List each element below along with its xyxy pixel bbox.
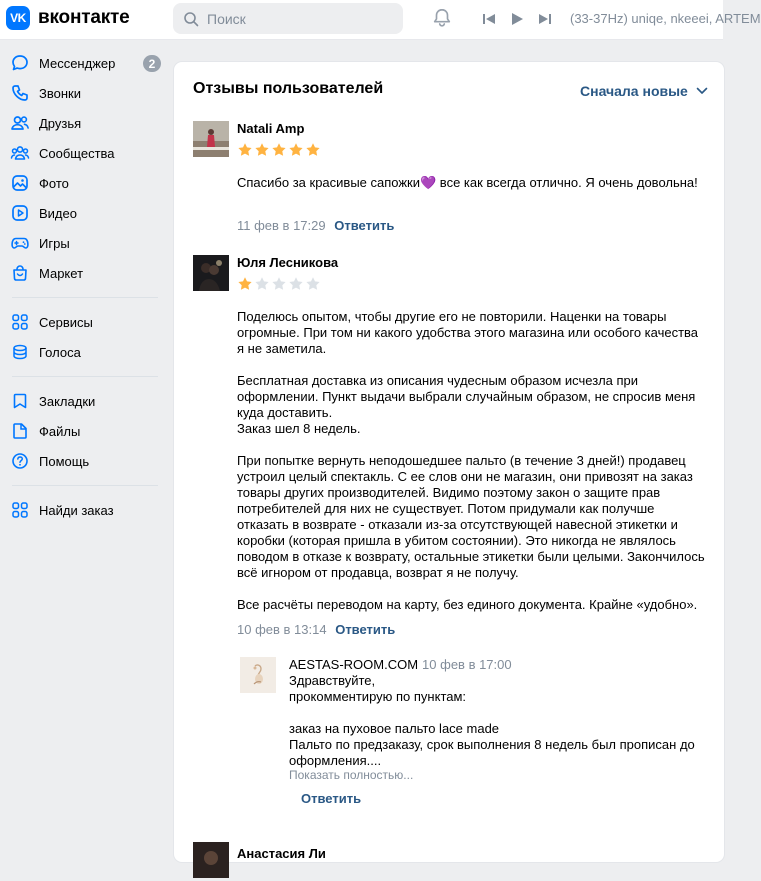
sidebar-item-photo[interactable] <box>0 168 170 198</box>
text-paragraph: заказ на пуховое пальто lace made Пальто по предзаказу, срок выполнения 8 недель был прописан до оформления.... <box>289 721 695 768</box>
sidebar-item-label: Голоса <box>39 344 81 360</box>
vk-logo-icon: VK <box>6 6 30 30</box>
file-icon <box>10 421 30 441</box>
review-author[interactable]: Natali Amp <box>237 121 305 136</box>
reply-button[interactable]: Ответить <box>334 218 395 233</box>
star-empty-icon <box>271 276 287 292</box>
left-navigation <box>0 48 170 525</box>
sidebar-item-label: Сообщества <box>39 145 115 161</box>
star-empty-icon <box>254 276 270 292</box>
search-box[interactable] <box>173 3 403 34</box>
shop-name-line <box>289 657 512 672</box>
sidebar-item-communities[interactable] <box>0 138 170 168</box>
page-title: Отзывы пользователей <box>193 80 384 97</box>
shop-reply-text <box>289 673 709 769</box>
review-text <box>237 175 707 191</box>
reply-button[interactable]: Ответить <box>301 791 362 806</box>
reply-button[interactable]: Ответить <box>335 622 396 637</box>
sidebar-item-label: Друзья <box>39 115 82 131</box>
text-paragraph: Все расчёты переводом на карту, без единого документа. Крайне «удобно». <box>237 597 698 612</box>
services-icon <box>10 312 30 332</box>
sidebar-item-friends[interactable] <box>0 108 170 138</box>
rating-stars <box>237 276 321 292</box>
star-empty-icon <box>288 276 304 292</box>
sidebar-item-label: Найди заказ <box>39 502 114 518</box>
sidebar-item-bookmarks[interactable] <box>0 386 170 416</box>
sidebar-item-messenger[interactable] <box>0 48 170 78</box>
star-filled-icon <box>305 142 321 158</box>
star-filled-icon <box>237 142 253 158</box>
sidebar-divider <box>12 485 158 486</box>
avatar[interactable] <box>193 842 229 878</box>
show-full-link[interactable]: Показать полностью... <box>289 768 414 782</box>
star-filled-icon <box>271 142 287 158</box>
sort-label: Сначала новые <box>580 83 688 99</box>
sidebar-item-label: Мессенджер <box>39 55 116 71</box>
sidebar-item-label: Файлы <box>39 423 81 439</box>
play-icon <box>510 12 524 26</box>
sidebar-item-label: Маркет <box>39 265 84 281</box>
logo-text: вконтакте <box>38 7 130 28</box>
sidebar-item-votes[interactable] <box>0 337 170 367</box>
message-icon <box>10 53 30 73</box>
sidebar-item-label: Закладки <box>39 393 96 409</box>
review-author[interactable]: Анастасия Ли <box>237 846 326 861</box>
review-meta <box>237 218 394 233</box>
search-icon <box>183 11 199 27</box>
text-paragraph: Поделюсь опытом, чтобы другие его не повторили. Наценки на товары огромные. При том ни какого удобства этого магазина или особого качества я не заметила. <box>237 309 699 356</box>
top-bar <box>0 0 761 40</box>
sidebar-item-label: Помощь <box>39 453 90 469</box>
gamepad-icon <box>10 233 30 253</box>
sidebar-item-label: Звонки <box>39 85 81 101</box>
sort-dropdown[interactable] <box>580 83 708 99</box>
search-input[interactable] <box>207 11 387 27</box>
photo-icon <box>10 173 30 193</box>
sidebar-item-files[interactable] <box>0 416 170 446</box>
text-paragraph: Бесплатная доставка из описания чудесным образом исчезла при оформлении. Пункт выдачи выбрали случайным образом, не спросив меня куда доставить. Заказ шел 8 недель. <box>237 373 696 436</box>
unread-count-badge: 2 <box>143 55 161 72</box>
sidebar-item-video[interactable] <box>0 198 170 228</box>
chevron-down-icon <box>696 87 708 95</box>
sidebar-item-market[interactable] <box>0 258 170 288</box>
sidebar-item-label: Видео <box>39 205 77 221</box>
coins-icon <box>10 342 30 362</box>
review-text <box>237 309 707 613</box>
review-date[interactable]: 10 фев в 13:14 <box>237 622 327 637</box>
avatar[interactable] <box>193 121 229 157</box>
review-author[interactable]: Юля Лесникова <box>237 255 339 270</box>
text-paragraph: Здравствуйте, прокомментирую по пунктам: <box>289 673 467 704</box>
shop-avatar[interactable] <box>240 657 276 693</box>
video-icon <box>10 203 30 223</box>
sidebar-item-find-order[interactable] <box>0 495 170 525</box>
sidebar-item-label: Игры <box>39 235 70 251</box>
reviews-panel <box>174 62 724 862</box>
sidebar-item-services[interactable] <box>0 307 170 337</box>
text-paragraph: При попытке вернуть неподошедшее пальто (в течение 3 дней!) продавец устроил целый спектакль. С ее слов они не магазин, они привозят на заказ товары других производителей. Видимо поэтому закон о защите прав потребителей для них не существует. Потом придумали как получше отказать в возврате - отказали из-за отсутствующей навесной этикетки и коробки (которая пришла в убитом состоянии). Это никогда не являлось поводом в отказе к возврату, остальные этикетки были целыми. Закончилось всё игнором от продавца, возврат я не получу. <box>237 453 705 580</box>
sidebar-item-calls[interactable] <box>0 78 170 108</box>
sidebar-divider <box>12 297 158 298</box>
play-button[interactable] <box>508 10 526 28</box>
star-filled-icon <box>254 142 270 158</box>
phone-icon <box>10 83 30 103</box>
now-playing-track[interactable]: (33-37Hz) uniqe, nkeeei, ARTEM <box>570 11 761 26</box>
vk-logo[interactable] <box>6 6 129 30</box>
reply-date[interactable]: 10 фев в 17:00 <box>422 657 512 672</box>
next-icon <box>538 12 552 26</box>
previous-track-button[interactable] <box>480 10 498 28</box>
notifications-button[interactable] <box>431 7 453 32</box>
bell-icon <box>431 7 453 29</box>
help-icon <box>10 451 30 471</box>
sidebar-item-label: Фото <box>39 175 69 191</box>
review-meta <box>237 622 395 637</box>
avatar[interactable] <box>193 255 229 291</box>
sidebar-item-label: Сервисы <box>39 314 93 330</box>
friends-icon <box>10 113 30 133</box>
communities-icon <box>10 143 30 163</box>
audio-player <box>480 10 554 28</box>
star-empty-icon <box>305 276 321 292</box>
sidebar-item-games[interactable] <box>0 228 170 258</box>
grid-icon <box>10 500 30 520</box>
rating-stars <box>237 142 321 158</box>
review-date[interactable]: 11 фев в 17:29 <box>237 218 326 233</box>
shop-name[interactable]: AESTAS-ROOM.COM <box>289 657 419 672</box>
next-track-button[interactable] <box>536 10 554 28</box>
star-filled-icon <box>237 276 253 292</box>
bookmark-icon <box>10 391 30 411</box>
star-filled-icon <box>288 142 304 158</box>
sidebar-item-help[interactable] <box>0 446 170 476</box>
sidebar-divider <box>12 376 158 377</box>
previous-icon <box>482 12 496 26</box>
market-icon <box>10 263 30 283</box>
text-paragraph: Спасибо за красивые сапожки💜 все как всегда отлично. Я очень довольна! <box>237 175 698 190</box>
